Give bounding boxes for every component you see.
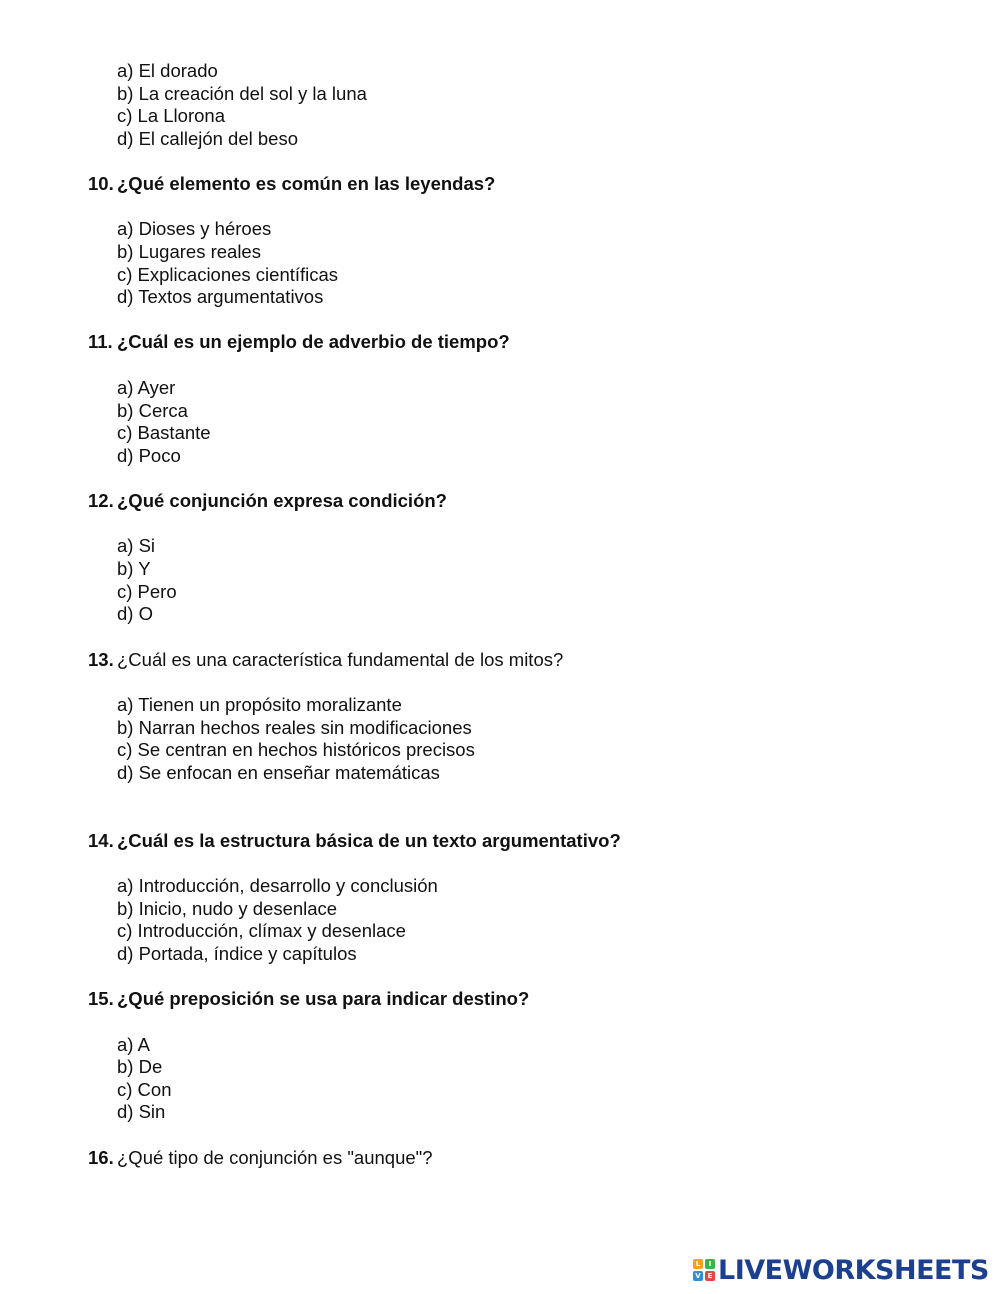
option-14a[interactable]: a) Introducción, desarrollo y conclusión bbox=[117, 875, 438, 896]
option-9b[interactable]: b) La creación del sol y la luna bbox=[117, 83, 367, 104]
logo-tile-e: E bbox=[705, 1271, 715, 1281]
option-12a[interactable]: a) Si bbox=[117, 535, 156, 556]
option-9a[interactable]: a) El dorado bbox=[117, 60, 218, 81]
option-14d[interactable]: d) Portada, índice y capítulos bbox=[117, 943, 357, 964]
logo-tiles-icon bbox=[693, 1259, 715, 1281]
option-13c[interactable]: c) Se centran en hechos históricos precisos bbox=[117, 739, 475, 760]
option-10d[interactable]: d) Textos argumentativos bbox=[117, 286, 324, 307]
question-15-text: ¿Qué preposición se usa para indicar destino? bbox=[117, 988, 530, 1009]
option-13a[interactable]: a) Tienen un propósito moralizante bbox=[117, 694, 402, 715]
option-15c[interactable]: c) Con bbox=[117, 1079, 172, 1100]
option-14b[interactable]: b) Inicio, nudo y desenlace bbox=[117, 898, 338, 919]
option-13d[interactable]: d) Se enfocan en enseñar matemáticas bbox=[117, 762, 440, 783]
logo-tile-i: I bbox=[705, 1259, 715, 1269]
question-11-number: 11. bbox=[88, 331, 113, 352]
question-10-text: ¿Qué elemento es común en las leyendas? bbox=[117, 173, 496, 194]
option-11c[interactable]: c) Bastante bbox=[117, 422, 211, 443]
option-11b[interactable]: b) Cerca bbox=[117, 400, 188, 421]
option-12c[interactable]: c) Pero bbox=[117, 581, 177, 602]
question-14-text: ¿Cuál es la estructura básica de un texto argumentativo? bbox=[117, 830, 621, 851]
option-9c[interactable]: c) La Llorona bbox=[117, 105, 225, 126]
question-16-number: 16. bbox=[88, 1147, 114, 1168]
question-13-text: ¿Cuál es una característica fundamental de los mitos? bbox=[117, 649, 564, 670]
logo-tile-l: L bbox=[693, 1259, 703, 1269]
option-10b[interactable]: b) Lugares reales bbox=[117, 241, 261, 262]
question-16-text: ¿Qué tipo de conjunción es "aunque"? bbox=[117, 1147, 433, 1168]
question-14-number: 14. bbox=[88, 830, 114, 851]
question-15-number: 15. bbox=[88, 988, 114, 1009]
liveworksheets-logo bbox=[693, 1255, 989, 1285]
logo-tile-v: V bbox=[693, 1271, 703, 1281]
option-15d[interactable]: d) Sin bbox=[117, 1101, 166, 1122]
question-11-text: ¿Cuál es un ejemplo de adverbio de tiempo? bbox=[117, 331, 510, 352]
option-13b[interactable]: b) Narran hechos reales sin modificaciones bbox=[117, 717, 472, 738]
question-12-number: 12. bbox=[88, 490, 114, 511]
option-15b[interactable]: b) De bbox=[117, 1056, 163, 1077]
option-11d[interactable]: d) Poco bbox=[117, 445, 181, 466]
option-9d[interactable]: d) El callejón del beso bbox=[117, 128, 298, 149]
option-11a[interactable]: a) Ayer bbox=[117, 377, 176, 398]
option-12b[interactable]: b) Y bbox=[117, 558, 151, 579]
question-13-number: 13. bbox=[88, 649, 114, 670]
logo-wordmark: LIVEWORKSHEETS bbox=[718, 1254, 989, 1286]
option-10a[interactable]: a) Dioses y héroes bbox=[117, 218, 272, 239]
option-14c[interactable]: c) Introducción, clímax y desenlace bbox=[117, 920, 406, 941]
option-12d[interactable]: d) O bbox=[117, 603, 153, 624]
question-10-number: 10. bbox=[88, 173, 114, 194]
option-10c[interactable]: c) Explicaciones científicas bbox=[117, 264, 339, 285]
option-15a[interactable]: a) A bbox=[117, 1034, 150, 1055]
question-12-text: ¿Qué conjunción expresa condición? bbox=[117, 490, 447, 511]
